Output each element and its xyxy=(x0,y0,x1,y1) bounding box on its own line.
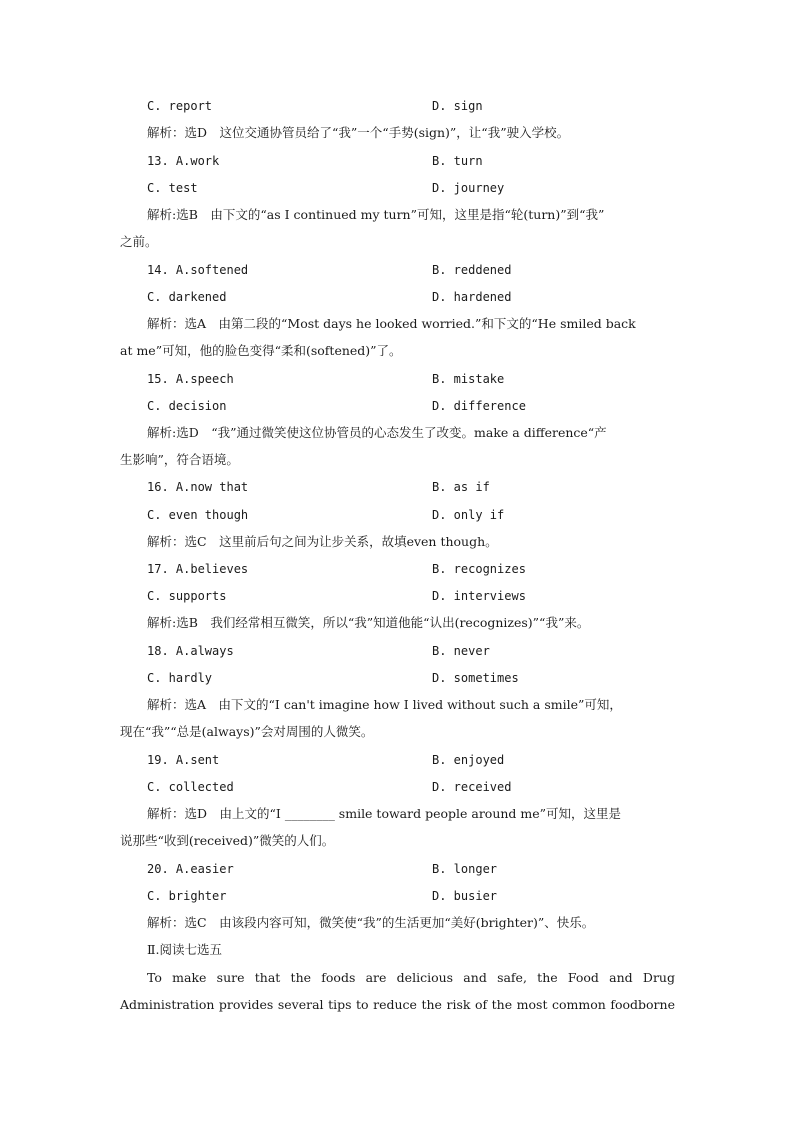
passage-line2: Administration provides several tips to reduce the risk of the most common foodborne xyxy=(120,997,675,1012)
option-c-13: C. test xyxy=(147,181,198,195)
option-a-17: 17. A.believes xyxy=(147,562,249,576)
option-b-16: B. as if xyxy=(432,480,490,494)
explanation-20: 解析：选C 由该段内容可知，微笑使“我”的生活更加“美好(brighter)”、快乐。 xyxy=(147,915,595,930)
option-c-19: C. collected xyxy=(147,780,234,794)
explanation-13-line1: 解析:选B 由下文的“as I continued my turn”可知，这里是指“轮(turn)”到“我” xyxy=(147,207,605,222)
option-c-18: C. hardly xyxy=(147,671,213,685)
explanation-12: 解析：选D 这位交通协管员给了“我”一个“手势(sign)”，让“我”驶入学校。 xyxy=(147,125,570,140)
explanation-19-line1: 解析：选D 由上文的“I ________ smile toward people around me”可知，这里是 xyxy=(147,806,622,821)
explanation-19-line2: 说那些“收到(received)”微笑的人们。 xyxy=(120,833,335,848)
option-a-13: 13. A.work xyxy=(147,154,220,168)
explanation-16: 解析：选C 这里前后句之间为让步关系，故填even though。 xyxy=(147,534,498,549)
option-b-18: B. never xyxy=(432,644,490,658)
option-b-17: B. recognizes xyxy=(432,562,526,576)
option-a-19: 19. A.sent xyxy=(147,753,220,767)
option-d-13: D. journey xyxy=(432,181,505,195)
explanation-15-line2: 生影响”，符合语境。 xyxy=(120,452,239,467)
option-c-17: C. supports xyxy=(147,589,227,603)
explanation-13-line2: 之前。 xyxy=(120,234,158,249)
option-d-14: D. hardened xyxy=(432,290,512,304)
option-b-14: B. reddened xyxy=(432,263,512,277)
option-a-15: 15. A.speech xyxy=(147,372,234,386)
explanation-17: 解析:选B 我们经常相互微笑，所以“我”知道他能“认出(recognizes)”“我”来。 xyxy=(147,615,590,630)
option-d-20: D. busier xyxy=(432,889,498,903)
option-b-19: B. enjoyed xyxy=(432,753,505,767)
option-d-18: D. sometimes xyxy=(432,671,519,685)
passage-line1: To make sure that the foods are delicious and safe, the Food and Drug xyxy=(147,970,675,985)
option-a-20: 20. A.easier xyxy=(147,862,234,876)
option-c-16: C. even though xyxy=(147,508,249,522)
option-d-12: D. sign xyxy=(432,99,483,113)
explanation-18-line1: 解析：选A 由下文的“I can't imagine how I lived without such a smile”可知， xyxy=(147,697,622,712)
option-b-15: B. mistake xyxy=(432,372,505,386)
explanation-18-line2: 现在“我”“总是(always)”会对周围的人微笑。 xyxy=(120,724,374,739)
option-a-18: 18. A.always xyxy=(147,644,234,658)
explanation-14-line1: 解析：选A 由第二段的“Most days he looked worried.”和下文的“He smiled back xyxy=(147,316,636,331)
option-d-19: D. received xyxy=(432,780,512,794)
option-d-16: D. only if xyxy=(432,508,505,522)
explanation-14-line2: at me”可知，他的脸色变得“柔和(softened)”了。 xyxy=(120,343,402,358)
option-c-20: C. brighter xyxy=(147,889,227,903)
option-c-12: C. report xyxy=(147,99,213,113)
section-heading: Ⅱ.阅读七选五 xyxy=(147,942,222,957)
option-b-13: B. turn xyxy=(432,154,483,168)
option-c-14: C. darkened xyxy=(147,290,227,304)
option-c-15: C. decision xyxy=(147,399,227,413)
option-b-20: B. longer xyxy=(432,862,498,876)
option-a-16: 16. A.now that xyxy=(147,480,249,494)
option-d-17: D. interviews xyxy=(432,589,526,603)
option-d-15: D. difference xyxy=(432,399,526,413)
explanation-15-line1: 解析:选D “我”通过微笑使这位协管员的心态发生了改变。make a difference“产 xyxy=(147,425,607,440)
option-a-14: 14. A.softened xyxy=(147,263,249,277)
